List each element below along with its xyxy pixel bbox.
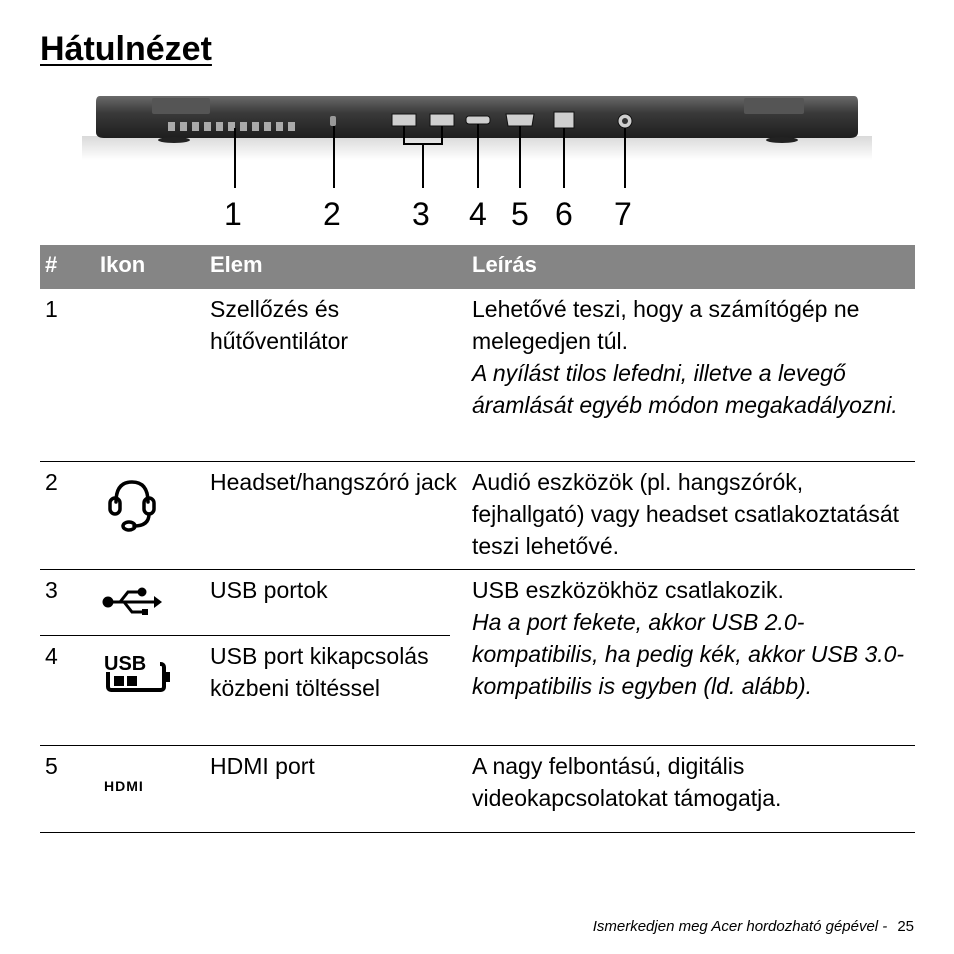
- table-row: [40, 462, 915, 570]
- row-elem: USB port kikapcsolás közbeni töltéssel: [210, 643, 429, 701]
- row-desc: Audió eszközök (pl. hangszórók, fejhallgató) vagy headset csatlakoztatását teszi lehetővé.: [472, 469, 900, 559]
- table-row: [40, 289, 915, 462]
- row-desc-text: Lehetővé teszi, hogy a számítógép ne melegedjen túl.: [472, 296, 860, 354]
- row-desc: A nagy felbontású, digitális videokapcsolatokat támogatja.: [472, 753, 782, 811]
- usb-icon-text: USB: [104, 653, 147, 675]
- page-footer: [593, 918, 914, 935]
- usb-power-off-charging-icon: [102, 652, 172, 697]
- port-table: [40, 245, 915, 833]
- callout-4: 4: [469, 196, 487, 232]
- row-elem: HDMI port: [210, 753, 315, 779]
- callout-3: 3: [412, 196, 430, 232]
- callout-6: 6: [555, 196, 573, 232]
- row-desc-text: USB eszközökhöz csatlakozik.: [472, 577, 784, 603]
- row-desc-note: A nyílást tilos lefedni, illetve a levegő áramlását egyéb módon megakadályozni.: [472, 360, 898, 418]
- header-elem: Elem: [210, 252, 263, 277]
- row-elem: Headset/hangszóró jack: [210, 469, 457, 495]
- callout-2: 2: [323, 196, 341, 232]
- table-header: [40, 245, 915, 289]
- header-desc: Leírás: [472, 252, 537, 277]
- row-num: 1: [45, 296, 58, 322]
- header-num: #: [45, 252, 58, 277]
- row-elem: USB portok: [210, 577, 328, 603]
- hdmi-icon: [102, 778, 164, 799]
- footer-text: Ismerkedjen meg Acer hordozható gépével -: [592, 918, 888, 935]
- callout-5: 5: [511, 196, 529, 232]
- row-elem: Szellőzés és hűtőventilátor: [210, 296, 349, 354]
- callout-7: 7: [614, 196, 632, 232]
- row-divider: [40, 635, 450, 636]
- page-number: 25: [897, 918, 914, 935]
- row-desc-note: Ha a port fekete, akkor USB 2.0-kompatibilis, ha pedig kék, akkor USB 3.0-kompatibilis is egyben (ld. alább).: [472, 609, 905, 699]
- usb-icon: [102, 586, 162, 623]
- page-title: Hátulnézet: [40, 30, 212, 68]
- row-desc: [472, 293, 917, 421]
- row-num: 5: [45, 753, 58, 779]
- row-num: 3: [45, 577, 58, 603]
- hdmi-icon-text: HDMI: [104, 778, 144, 794]
- row-desc: [472, 574, 917, 702]
- table-row: [40, 746, 915, 833]
- table-row-group: [40, 570, 915, 746]
- headset-icon: [102, 474, 162, 539]
- row-num: 4: [45, 643, 58, 669]
- callout-1: 1: [224, 196, 242, 232]
- row-num: 2: [45, 469, 58, 495]
- header-icon: Ikon: [100, 252, 146, 277]
